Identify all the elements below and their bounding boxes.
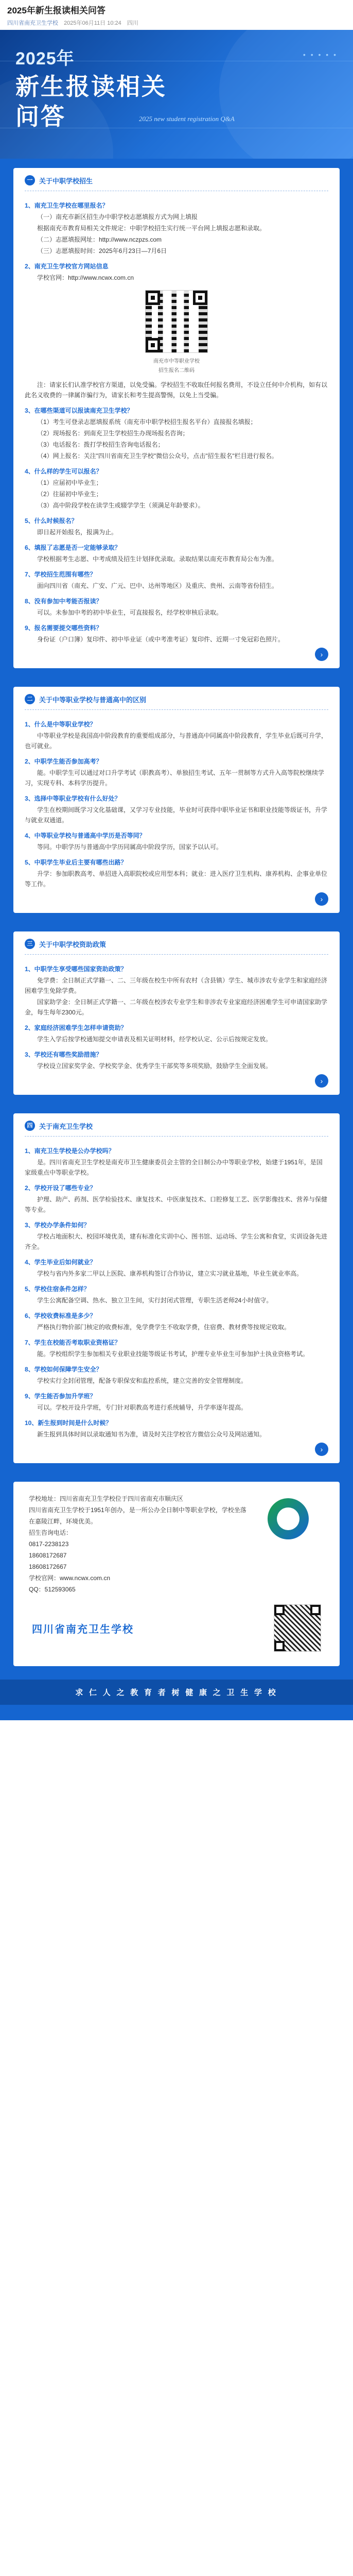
answer-paragraph: 免学费：全日制正式学籍一、二、三年级在校生中所有农村（含县镇）学生、城市涉农专业学生和家庭经济困难学生免除学费。 <box>25 977 328 994</box>
section-heading-text: 关于中职学校资助政策 <box>39 940 107 948</box>
answer-paragraph: 身份证（户口簿）复印件、初中毕业证（或中考准考证）复印件、近期一寸免冠彩色照片。 <box>37 636 285 643</box>
section-number: 四 <box>25 1121 35 1131</box>
answer-paragraph: 学校官网：http://www.ncwx.com.cn <box>37 274 134 281</box>
answer-paragraph: 能。中职学生可以通过对口升学考试（职教高考）、单独招生考试、五年一贯制等方式升入高等院校继续学习，实现专科、本科学历提升。 <box>25 769 325 787</box>
question-title: 1、中职学生享受哪些国家资助政策？ <box>25 965 127 973</box>
answer-paragraph: （2）往届初中毕业生； <box>37 490 102 498</box>
answer-paragraph: 升学：参加职教高考、单招进入高职院校或应用型本科；就业：进入医疗卫生机构、康养机构、企事业单位等工作。 <box>25 870 328 888</box>
answer-paragraph: 根据南充市教育局相关文件规定：中职学校招生实行统一平台网上填报志愿和录取。 <box>37 225 266 232</box>
section-footer <box>25 646 328 663</box>
answer-paragraph: （2）现场报名：到南充卫生学校招生办现场报名咨询； <box>37 430 189 437</box>
section-body <box>25 710 328 889</box>
section-body <box>25 955 328 1071</box>
section-card <box>13 168 340 668</box>
qr-corner-marker <box>146 338 160 352</box>
answer-paragraph: 学校占地面积大、校园环境优美，建有标准化实训中心、图书馆、运动场、学生公寓和食堂，实训设备先进齐全。 <box>25 1233 328 1250</box>
question-title: 7、学校招生范围有哪些？ <box>25 571 96 578</box>
question-title: 4、学生毕业后如何就业？ <box>25 1259 96 1266</box>
qr-corner-marker <box>146 291 160 305</box>
section-footer <box>25 1440 328 1458</box>
contact-line: 四川省南充卫生学校于1951年创办，是一所公办全日制中等职业学校，学校坐落在嘉陵江畔，环境优美。 <box>29 1506 246 1525</box>
article-title: 2025年新生报读相关问答 <box>7 6 105 15</box>
answer-paragraph: 面向四川省（南充、广安、广元、巴中、达州等地区）及重庆、贵州、云南等省份招生。 <box>37 582 278 589</box>
section-number: 一 <box>25 175 35 185</box>
answer-paragraph: （一）南充市新区招生办中职学校志愿填报方式为网上填报 <box>37 213 198 221</box>
question-title: 4、什么样的学生可以报名？ <box>25 468 102 475</box>
school-logo <box>252 1493 324 1595</box>
hero-year: 2025年 <box>15 49 75 69</box>
question-title: 8、学校如何保障学生安全？ <box>25 1366 102 1373</box>
answer-paragraph: 可以。学校开设升学班，专门针对职教高考进行系统辅导，升学率逐年提高。 <box>37 1404 248 1411</box>
article-place: 四川 <box>127 20 138 26</box>
answer-paragraph: （3）电话报名：拨打学校招生咨询电话报名； <box>37 441 164 448</box>
answer-paragraph: （1）应届初中毕业生； <box>37 479 102 486</box>
answer-paragraph: 国家助学金：全日制正式学籍一、二年级在校涉农专业学生和非涉农专业家庭经济困难学生可申请国家助学金，每生每年2300元。 <box>25 998 328 1016</box>
answer-paragraph: 注：请家长们认准学校官方渠道，以免受骗。学校招生不收取任何报名费用，不设立任何中介机构，如有以此名义收费的一律属诈骗行为，请家长和考生提高警惕，以免上当受骗。 <box>25 381 328 399</box>
question-title: 3、选择中等职业学校有什么好处？ <box>25 795 121 802</box>
section-number: 三 <box>25 939 35 949</box>
question-title: 4、中等职业学校与普通高中学历是否等同？ <box>25 832 146 839</box>
section-card <box>13 1113 340 1463</box>
answer-paragraph: 可以。未参加中考的初中毕业生，可直接报名，经学校审核后录取。 <box>37 609 223 616</box>
hero-dots: • • • • • <box>303 50 338 59</box>
question-title: 3、学校还有哪些奖励措施？ <box>25 1051 102 1058</box>
answer-paragraph: 是。四川省南充卫生学校是南充市卫生健康委员会主管的全日制公办中等职业学校，始建于1951年，是国家级重点中等职业学校。 <box>25 1159 323 1176</box>
answer-paragraph: 中等职业学校是我国高中阶段教育的重要组成部分，与普通高中同属高中阶段教育，学生毕业后既可升学，也可就业。 <box>25 732 328 750</box>
section-footer <box>25 890 328 908</box>
content-frame <box>0 159 353 1680</box>
section-body <box>25 191 328 645</box>
question-title: 1、南充卫生学校是公办学校吗？ <box>25 1147 115 1155</box>
qr-block <box>25 290 328 375</box>
answer-paragraph: 学校实行全封闭管理，配备专职保安和监控系统，建立完善的安全管理制度。 <box>37 1377 248 1384</box>
question-title: 5、什么时候报名？ <box>25 517 78 524</box>
question-title: 2、学校开设了哪些专业？ <box>25 1184 96 1192</box>
contact-bottom <box>29 1604 324 1652</box>
qr-caption: 南充市中等职业学校 <box>153 359 200 364</box>
question-title: 8、没有参加中考能否报读？ <box>25 598 102 605</box>
question-title: 6、填报了志愿是否一定能够录取？ <box>25 544 121 551</box>
question-title: 10、新生报到时间是什么时候？ <box>25 1419 112 1427</box>
contact-line[interactable]: 18608172667 <box>29 1563 67 1570</box>
contact-text <box>29 1493 252 1595</box>
qr-corner-marker <box>193 291 207 305</box>
answer-paragraph: 新生报到具体时间以录取通知书为准，请及时关注学校官方微信公众号及网站通知。 <box>37 1431 266 1438</box>
qr-caption: 招生报名二维码 <box>158 368 195 374</box>
answer-paragraph: 学生在校期间既学习文化基础课，又学习专业技能，毕业时可获得中职毕业证书和职业技能等级证书，升学与就业双通道。 <box>25 806 328 824</box>
hero-title-line1: 新生报读相关 <box>15 73 167 100</box>
next-arrow-icon[interactable]: › <box>315 648 328 661</box>
footer-tail <box>0 1705 353 1720</box>
section-card <box>13 931 340 1095</box>
contact-card <box>13 1482 340 1666</box>
qr-corner-marker <box>274 1605 285 1615</box>
answer-paragraph: 学校设立国家奖学金、学校奖学金、优秀学生干部奖等多项奖励，鼓励学生全面发展。 <box>37 1062 272 1070</box>
section-heading <box>25 1121 328 1137</box>
answer-paragraph: 学校根据考生志愿、中考成绩及招生计划择优录取。录取结果以南充市教育局公布为准。 <box>37 555 278 563</box>
next-arrow-icon[interactable]: › <box>315 1074 328 1088</box>
contact-line[interactable]: 0817-2238123 <box>29 1540 69 1548</box>
wechat-qr-code-image[interactable] <box>274 1604 321 1652</box>
question-title: 6、学校收费标准是多少？ <box>25 1312 96 1319</box>
hero-decoration-circle <box>219 30 353 159</box>
footer-slogan: 求 仁 人 之 教 育 者 树 健 康 之 卫 生 学 校 <box>0 1680 353 1705</box>
school-logo-icon <box>268 1498 309 1539</box>
answer-paragraph: 严格执行物价部门核定的收费标准，免学费学生不收取学费，住宿费、教材费等按规定收取。 <box>37 1324 291 1331</box>
answer-paragraph: （三）志愿填报时间：2025年6月23日—7月6日 <box>37 247 167 255</box>
answer-paragraph: 能。学校组织学生参加相关专业职业技能等级证书考试，护理专业毕业生可参加护士执业资格考试。 <box>37 1350 309 1358</box>
qr-corner-marker <box>274 1641 285 1651</box>
section-heading <box>25 175 328 191</box>
question-title: 2、中职学生能否参加高考？ <box>25 758 102 765</box>
question-title: 9、学生能否参加升学班？ <box>25 1393 96 1400</box>
contact-address-value: 四川省南充卫生学校位于四川省南充市顺庆区 <box>60 1495 184 1502</box>
question-title: 9、报名需要提交哪些资料？ <box>25 624 102 632</box>
section-heading-text: 关于南充卫生学校 <box>39 1122 93 1130</box>
contact-spacer <box>29 1652 324 1661</box>
school-name: 四川省南充卫生学校 <box>32 1623 134 1635</box>
contact-inner <box>29 1493 324 1595</box>
contact-line[interactable]: 18608172687 <box>29 1552 67 1559</box>
contact-line: 学校官网：www.ncwx.com.cn <box>29 1574 111 1582</box>
answer-paragraph: （1）考生可登录志愿填报系统（南充市中职学校招生报名平台）直接报名填报； <box>37 418 257 426</box>
question-title: 5、学校住宿条件怎样？ <box>25 1285 90 1293</box>
question-title: 1、什么是中等职业学校？ <box>25 721 96 728</box>
section-number: 二 <box>25 694 35 704</box>
hero-title-line2: 问答 <box>15 103 66 130</box>
answer-paragraph: 学生入学后按学校通知提交申请表及相关证明材料，经学校认定、公示后按规定发放。 <box>37 1036 272 1043</box>
answer-paragraph: （3）高中阶段学校在读学生或辍学学生（须满足年龄要求）。 <box>37 502 204 509</box>
contact-line: QQ：512593065 <box>29 1586 76 1593</box>
hero-banner <box>0 30 353 159</box>
answer-paragraph: 学生公寓配备空调、热水、独立卫生间，实行封闭式管理，专职生活老师24小时值守。 <box>37 1297 273 1304</box>
contact-address-label: 学校地址： <box>29 1495 60 1502</box>
question-title: 2、家庭经济困难学生怎样申请资助？ <box>25 1024 127 1031</box>
section-body <box>25 1137 328 1439</box>
hero-english: 2025 new student registration Q&A <box>139 115 235 123</box>
section-heading-text: 关于中等职业学校与普通高中的区别 <box>39 696 147 704</box>
next-arrow-icon[interactable]: › <box>315 1443 328 1456</box>
section-footer <box>25 1072 328 1090</box>
section-heading-text: 关于中职学校招生 <box>39 177 93 185</box>
answer-paragraph: 护理、助产、药剂、医学检验技术、康复技术、中医康复技术、口腔修复工艺、医学影像技术、营养与保健等专业。 <box>25 1196 328 1213</box>
qr-code-image[interactable] <box>145 290 208 353</box>
next-arrow-icon[interactable]: › <box>315 892 328 906</box>
answer-paragraph: （4）网上报名：关注"四川省南充卫生学校"微信公众号，点击"招生报名"栏目进行报名。 <box>37 452 278 460</box>
section-heading <box>25 939 328 955</box>
question-title: 1、南充卫生学校在哪里报名？ <box>25 202 109 209</box>
article-header <box>0 0 353 30</box>
contact-address <box>29 1493 252 1504</box>
answer-paragraph: 等同。中职学历与普通高中学历同属高中阶段学历，国家予以认可。 <box>37 843 223 851</box>
question-title: 2、南充卫生学校官方网站信息 <box>25 263 109 270</box>
contact-line: 招生咨询电话： <box>29 1529 73 1536</box>
question-title: 5、中职学生毕业后主要有哪些出路？ <box>25 859 127 866</box>
article-date: 2025年06月11日 10:24 <box>64 20 121 26</box>
frame-bottom-padding <box>13 1666 340 1680</box>
question-title: 7、学生在校能否考取职业资格证？ <box>25 1339 121 1346</box>
section-card <box>13 687 340 913</box>
question-title: 3、在哪些渠道可以报读南充卫生学校？ <box>25 407 133 414</box>
section-heading <box>25 694 328 710</box>
answer-paragraph: （二）志愿填报网址：http://www.nczpzs.com <box>37 236 162 243</box>
article-source[interactable]: 四川省南充卫生学校 <box>7 20 58 26</box>
question-title: 3、学校办学条件如何？ <box>25 1222 90 1229</box>
qr-corner-marker <box>310 1605 321 1615</box>
article-meta <box>7 19 346 27</box>
answer-paragraph: 即日起开始报名，报满为止。 <box>37 529 118 536</box>
answer-paragraph: 学校与省内外多家二甲以上医院、康养机构签订合作协议，建立实习就业基地，毕业生就业率高。 <box>37 1270 303 1277</box>
